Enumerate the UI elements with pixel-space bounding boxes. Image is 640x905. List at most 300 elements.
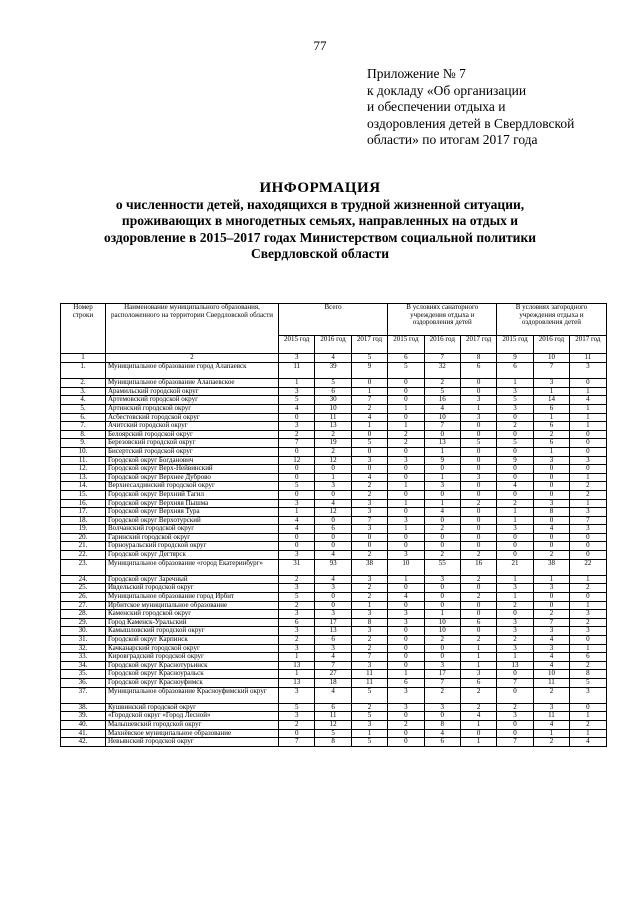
document-heading: [60, 180, 580, 263]
value-cell: 0: [315, 490, 351, 499]
value-cell: 7: [424, 422, 460, 431]
value-cell: 30: [315, 396, 351, 405]
value-cell: 0: [388, 508, 424, 517]
value-cell: 6: [460, 678, 496, 687]
value-cell: 4: [315, 551, 351, 560]
row-number-cell: 13.: [61, 473, 106, 482]
column-number: 2: [106, 354, 279, 363]
value-cell: 1: [460, 738, 496, 747]
value-cell: 1: [533, 575, 569, 584]
municipality-cell: Муниципальное образование город Ирбит: [106, 593, 279, 602]
value-cell: 2: [497, 703, 533, 712]
value-cell: 0: [497, 542, 533, 551]
value-cell: 3: [388, 516, 424, 525]
document-title: ИНФОРМАЦИЯ: [259, 180, 381, 196]
value-cell: 1: [570, 413, 606, 422]
value-cell: 3: [279, 627, 315, 636]
column-number: 4: [315, 354, 351, 363]
table-row: [61, 720, 607, 729]
table-row: [61, 661, 607, 670]
row-number-cell: 42.: [61, 738, 106, 747]
value-cell: 0: [533, 490, 569, 499]
value-cell: 0: [533, 516, 569, 525]
subtitle-line: Свердловской области: [250, 246, 390, 261]
table-row: [61, 396, 607, 405]
municipality-cell: Городской округ Красноуфимск: [106, 678, 279, 687]
value-cell: 7: [533, 363, 569, 379]
header-line-number: Номер строки: [61, 304, 106, 354]
row-number-cell: 9.: [61, 439, 106, 448]
table-row: [61, 575, 607, 584]
value-cell: 4: [424, 404, 460, 413]
value-cell: 3: [533, 499, 569, 508]
column-number: 10: [533, 354, 569, 363]
value-cell: 4: [533, 653, 569, 662]
value-cell: 3: [497, 387, 533, 396]
value-cell: 0: [351, 533, 387, 542]
header-year: 2017 год: [570, 336, 606, 354]
header-year: 2015 год: [388, 336, 424, 354]
table-row: [61, 627, 607, 636]
value-cell: 6: [460, 618, 496, 627]
value-cell: 1: [388, 525, 424, 534]
value-cell: 0: [351, 379, 387, 388]
value-cell: 3: [315, 610, 351, 619]
value-cell: 0: [315, 542, 351, 551]
municipality-cell: Городской округ Верхотурский: [106, 516, 279, 525]
value-cell: 0: [497, 720, 533, 729]
value-cell: 3: [279, 422, 315, 431]
value-cell: 8: [424, 720, 460, 729]
value-cell: 9: [351, 363, 387, 379]
value-cell: 0: [388, 584, 424, 593]
row-number-cell: 34.: [61, 661, 106, 670]
row-number-cell: 6.: [61, 413, 106, 422]
value-cell: 1: [388, 499, 424, 508]
value-cell: 7: [351, 396, 387, 405]
value-cell: 2: [460, 575, 496, 584]
value-cell: 6: [533, 404, 569, 413]
value-cell: 0: [570, 439, 606, 448]
value-cell: 3: [533, 379, 569, 388]
table-row: [61, 387, 607, 396]
municipality-cell: Березовский городской округ: [106, 439, 279, 448]
value-cell: 0: [533, 473, 569, 482]
value-cell: 3: [351, 508, 387, 517]
table-row: [61, 465, 607, 474]
value-cell: 7: [424, 678, 460, 687]
row-number-cell: 2.: [61, 379, 106, 388]
value-cell: 4: [279, 404, 315, 413]
row-number-cell: 11.: [61, 456, 106, 465]
value-cell: 0: [351, 465, 387, 474]
value-cell: 0: [424, 601, 460, 610]
value-cell: 27: [315, 670, 351, 679]
value-cell: 6: [315, 703, 351, 712]
row-number-cell: 25.: [61, 584, 106, 593]
value-cell: 4: [315, 575, 351, 584]
value-cell: 10: [388, 559, 424, 575]
value-cell: 11: [351, 670, 387, 679]
value-cell: 3: [533, 703, 569, 712]
table-row: [61, 430, 607, 439]
municipality-cell: Городской округ Дегтярск: [106, 551, 279, 560]
row-number-cell: 27.: [61, 601, 106, 610]
value-cell: 1: [460, 644, 496, 653]
row-number-cell: 40.: [61, 720, 106, 729]
table-row: [61, 363, 607, 379]
value-cell: 16: [460, 559, 496, 575]
value-cell: 3: [351, 499, 387, 508]
value-cell: 3: [279, 610, 315, 619]
municipality-cell: Городской округ Верхний Тагил: [106, 490, 279, 499]
value-cell: 5: [351, 738, 387, 747]
value-cell: 8: [570, 670, 606, 679]
value-cell: 5: [315, 729, 351, 738]
municipality-cell: Муниципальное образование Красноуфимский округ: [106, 687, 279, 703]
value-cell: 2: [279, 636, 315, 645]
table-row: [61, 525, 607, 534]
row-number-cell: 29.: [61, 618, 106, 627]
value-cell: 0: [388, 636, 424, 645]
value-cell: 0: [460, 525, 496, 534]
value-cell: 9: [424, 456, 460, 465]
table-row: [61, 703, 607, 712]
value-cell: 22: [570, 559, 606, 575]
value-cell: 7: [570, 516, 606, 525]
value-cell: 0: [279, 729, 315, 738]
value-cell: 0: [570, 703, 606, 712]
value-cell: 11: [315, 712, 351, 721]
value-cell: 2: [279, 430, 315, 439]
municipality-cell: Камышловский городской округ: [106, 627, 279, 636]
table-body: [61, 363, 607, 747]
value-cell: 0: [315, 465, 351, 474]
value-cell: 0: [424, 490, 460, 499]
value-cell: 3: [533, 456, 569, 465]
municipality-cell: Городской округ Заречный: [106, 575, 279, 584]
value-cell: 21: [497, 559, 533, 575]
municipality-cell: Асбестовский городской округ: [106, 413, 279, 422]
municipality-cell: Муниципальное образование город Алапаевск: [106, 363, 279, 379]
municipality-cell: Бисертский городской округ: [106, 447, 279, 456]
value-cell: 2: [424, 687, 460, 703]
appendix-line: области» по итогам 2017 года: [367, 132, 538, 147]
value-cell: 4: [570, 396, 606, 405]
value-cell: 3: [315, 482, 351, 491]
value-cell: 0: [388, 729, 424, 738]
row-number-cell: 15.: [61, 490, 106, 499]
municipality-cell: Белоярский городской округ: [106, 430, 279, 439]
value-cell: 11: [279, 363, 315, 379]
value-cell: 9: [497, 456, 533, 465]
value-cell: 3: [279, 499, 315, 508]
value-cell: 3: [279, 387, 315, 396]
row-number-cell: 5.: [61, 404, 106, 413]
value-cell: 3: [279, 644, 315, 653]
row-number-cell: 20.: [61, 533, 106, 542]
row-number-cell: 36.: [61, 678, 106, 687]
value-cell: 4: [315, 499, 351, 508]
value-cell: 0: [460, 508, 496, 517]
value-cell: 3: [351, 720, 387, 729]
value-cell: 3: [351, 661, 387, 670]
value-cell: 13: [279, 678, 315, 687]
value-cell: 0: [460, 379, 496, 388]
value-cell: 12: [279, 456, 315, 465]
table-row: [61, 379, 607, 388]
value-cell: 3: [570, 525, 606, 534]
appendix-line: Приложение № 7: [367, 66, 466, 81]
value-cell: 0: [533, 533, 569, 542]
row-number-cell: 7.: [61, 422, 106, 431]
municipality-cell: Арамильский городской округ: [106, 387, 279, 396]
value-cell: 7: [351, 653, 387, 662]
value-cell: 14: [533, 396, 569, 405]
value-cell: 5: [279, 703, 315, 712]
value-cell: 5: [279, 482, 315, 491]
value-cell: 0: [570, 551, 606, 560]
value-cell: 3: [533, 644, 569, 653]
value-cell: 0: [388, 644, 424, 653]
value-cell: 7: [315, 661, 351, 670]
value-cell: 4: [497, 482, 533, 491]
value-cell: 1: [570, 601, 606, 610]
row-number-cell: 10.: [61, 447, 106, 456]
value-cell: 7: [279, 439, 315, 448]
value-cell: 0: [497, 551, 533, 560]
value-cell: 0: [315, 533, 351, 542]
value-cell: 1: [497, 593, 533, 602]
value-cell: 4: [460, 712, 496, 721]
row-number-cell: 22.: [61, 551, 106, 560]
value-cell: 0: [533, 601, 569, 610]
value-cell: 0: [388, 387, 424, 396]
table-row: [61, 559, 607, 575]
municipality-cell: Городской округ Карпинск: [106, 636, 279, 645]
value-cell: 2: [315, 430, 351, 439]
value-cell: 0: [388, 738, 424, 747]
value-cell: 4: [533, 720, 569, 729]
value-cell: 4: [351, 413, 387, 422]
value-cell: 3: [460, 413, 496, 422]
value-cell: 3: [497, 627, 533, 636]
value-cell: 12: [315, 508, 351, 517]
value-cell: 1: [497, 379, 533, 388]
value-cell: 3: [460, 670, 496, 679]
value-cell: 0: [460, 584, 496, 593]
table-row: [61, 593, 607, 602]
table-row: [61, 508, 607, 517]
table-row: [61, 473, 607, 482]
value-cell: 3: [351, 525, 387, 534]
value-cell: 1: [497, 516, 533, 525]
column-number: 6: [388, 354, 424, 363]
value-cell: 5: [388, 363, 424, 379]
table-row: [61, 601, 607, 610]
value-cell: 2: [570, 584, 606, 593]
value-cell: 2: [279, 601, 315, 610]
value-cell: 4: [388, 593, 424, 602]
value-cell: 3: [351, 575, 387, 584]
value-cell: 11: [351, 678, 387, 687]
value-cell: 5: [460, 439, 496, 448]
value-cell: 2: [351, 644, 387, 653]
table-row: [61, 551, 607, 560]
value-cell: 0: [388, 379, 424, 388]
municipality-cell: Волчанский городской округ: [106, 525, 279, 534]
value-cell: 10: [424, 627, 460, 636]
table-row: [61, 447, 607, 456]
value-cell: 0: [497, 610, 533, 619]
value-cell: 2: [460, 703, 496, 712]
value-cell: 0: [570, 447, 606, 456]
value-cell: 3: [351, 456, 387, 465]
municipality-cell: Ирбитское муниципальное образование: [106, 601, 279, 610]
municipality-cell: Муниципальное образование «город Екатеринбург»: [106, 559, 279, 575]
row-number-cell: 8.: [61, 430, 106, 439]
value-cell: 2: [533, 687, 569, 703]
value-cell: 4: [424, 508, 460, 517]
value-cell: 6: [497, 363, 533, 379]
value-cell: 0: [351, 542, 387, 551]
value-cell: 0: [460, 729, 496, 738]
value-cell: 0: [497, 490, 533, 499]
value-cell: 0: [388, 712, 424, 721]
value-cell: 3: [388, 551, 424, 560]
value-cell: 0: [497, 670, 533, 679]
value-cell: 1: [424, 473, 460, 482]
municipality-cell: Ивдельский городской округ: [106, 584, 279, 593]
value-cell: 12: [315, 720, 351, 729]
header-municipality: Наименование муниципального образования, расположенного на территории Свердловской области: [106, 304, 279, 354]
value-cell: 0: [388, 661, 424, 670]
value-cell: 0: [460, 422, 496, 431]
value-cell: 1: [570, 473, 606, 482]
value-cell: 1: [533, 729, 569, 738]
value-cell: 2: [460, 687, 496, 703]
value-cell: 7: [497, 738, 533, 747]
value-cell: 11: [533, 678, 569, 687]
value-cell: 0: [570, 430, 606, 439]
value-cell: 0: [460, 430, 496, 439]
header-year: 2015 год: [497, 336, 533, 354]
value-cell: 0: [388, 465, 424, 474]
table-row: [61, 712, 607, 721]
value-cell: 1: [424, 447, 460, 456]
value-cell: 8: [315, 738, 351, 747]
value-cell: 13: [497, 661, 533, 670]
municipality-cell: Ачитский городской округ: [106, 422, 279, 431]
value-cell: 0: [424, 653, 460, 662]
table-row: [61, 610, 607, 619]
column-numbers-row: [61, 354, 607, 363]
value-cell: 3: [570, 627, 606, 636]
value-cell: 0: [279, 473, 315, 482]
appendix-line: оздоровления детей в Свердловской: [367, 115, 575, 131]
table-row: [61, 738, 607, 747]
row-number-cell: 28.: [61, 610, 106, 619]
table-row: [61, 729, 607, 738]
value-cell: 0: [388, 542, 424, 551]
value-cell: 0: [424, 465, 460, 474]
value-cell: 0: [460, 465, 496, 474]
value-cell: 3: [570, 508, 606, 517]
value-cell: 1: [497, 508, 533, 517]
value-cell: 55: [424, 559, 460, 575]
row-number-cell: 39.: [61, 712, 106, 721]
value-cell: 3: [497, 525, 533, 534]
value-cell: 0: [533, 482, 569, 491]
column-number: 1: [61, 354, 106, 363]
value-cell: 3: [424, 661, 460, 670]
appendix-note: [367, 66, 627, 149]
value-cell: 3: [351, 610, 387, 619]
value-cell: 5: [351, 439, 387, 448]
table-row: [61, 456, 607, 465]
value-cell: 0: [533, 465, 569, 474]
table-row: [61, 404, 607, 413]
value-cell: 3: [279, 687, 315, 703]
value-cell: 3: [388, 687, 424, 703]
value-cell: 2: [279, 575, 315, 584]
value-cell: 3: [424, 703, 460, 712]
value-cell: 6: [424, 738, 460, 747]
value-cell: 3: [315, 584, 351, 593]
value-cell: 1: [460, 653, 496, 662]
row-number-cell: 26.: [61, 593, 106, 602]
value-cell: 0: [279, 447, 315, 456]
value-cell: 3: [497, 712, 533, 721]
statistics-table: [60, 303, 607, 747]
row-number-cell: 37.: [61, 687, 106, 703]
value-cell: 0: [388, 447, 424, 456]
value-cell: 38: [533, 559, 569, 575]
page-number: 77: [313, 38, 327, 53]
row-number-cell: 35.: [61, 670, 106, 679]
value-cell: 0: [497, 533, 533, 542]
value-cell: 0: [497, 465, 533, 474]
table-row: [61, 618, 607, 627]
table-row: [61, 636, 607, 645]
value-cell: 17: [424, 670, 460, 679]
row-number-cell: 19.: [61, 525, 106, 534]
value-cell: 3: [388, 618, 424, 627]
value-cell: 0: [424, 542, 460, 551]
value-cell: 0: [533, 593, 569, 602]
value-cell: 3: [533, 584, 569, 593]
value-cell: 6: [533, 422, 569, 431]
header-sanatorium: В условиях санаторного учреждения отдыха и оздоровления детей: [388, 304, 497, 336]
value-cell: 0: [424, 584, 460, 593]
value-cell: 3: [497, 618, 533, 627]
value-cell: 1: [388, 575, 424, 584]
value-cell: 2: [460, 551, 496, 560]
municipality-cell: Кушвинский городской округ: [106, 703, 279, 712]
value-cell: 0: [460, 482, 496, 491]
table-row: [61, 687, 607, 703]
value-cell: 1: [424, 610, 460, 619]
municipality-cell: Городской округ Верх-Нейвинский: [106, 465, 279, 474]
value-cell: 0: [460, 610, 496, 619]
value-cell: 2: [424, 636, 460, 645]
value-cell: 32: [424, 363, 460, 379]
value-cell: 10: [315, 404, 351, 413]
value-cell: 10: [424, 618, 460, 627]
municipality-cell: Кировградский городской округ: [106, 653, 279, 662]
value-cell: 0: [424, 430, 460, 439]
municipality-cell: Городской округ Краснотурьинск: [106, 661, 279, 670]
